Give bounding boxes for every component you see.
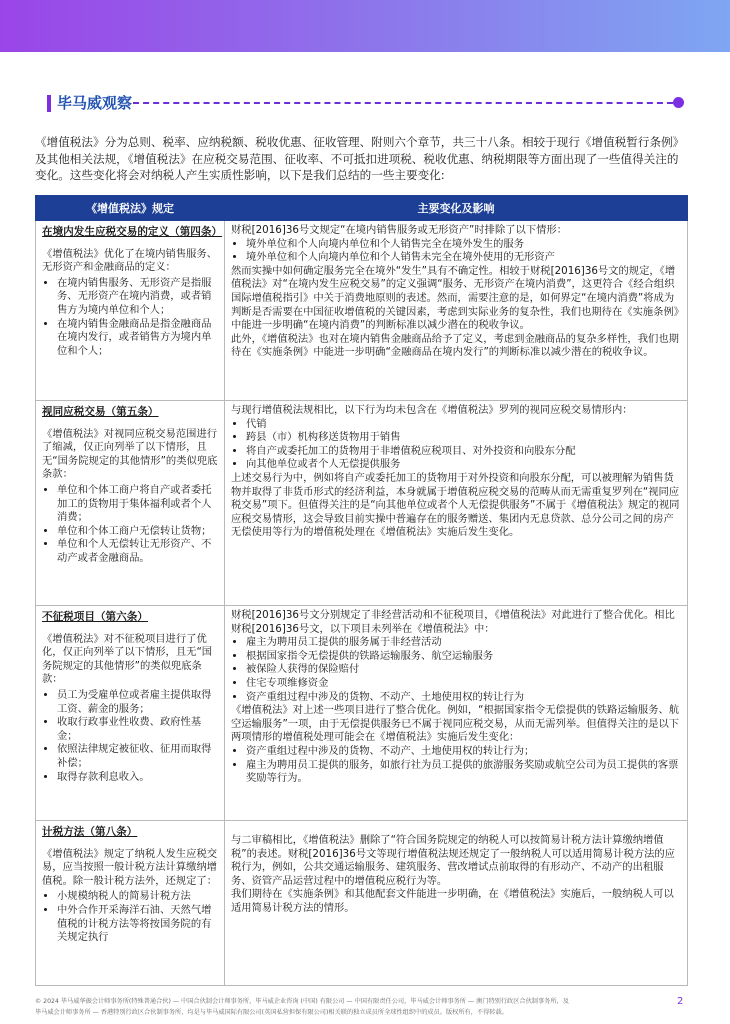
provision-list	[42, 484, 218, 566]
provision-list	[42, 689, 218, 784]
impact-list-2	[231, 745, 681, 786]
impact-list	[231, 636, 681, 704]
provision-intro: 《增值税法》规定了纳税人发生应税交易，应当按照一般计税方法计算缴纳增值税。除一般计税方法外，还规定了：	[42, 847, 218, 887]
impact-paragraph: 然而实操中如何确定服务完全在境外“发生”具有不确定性。相较于财税[2016]36号文的规定，《增值税法》对“在境内发生应税交易”的定义强调“服务、无形资产在境内消费”，这更符合《经合组织国际增值税指引》中关于消费地原则的表述。然而，需要注意的是，如何界定“在境内消费”将成为判断是否需要在中国征收增值税的关键因素，考虑到实际业务的复杂性，我们也期待在《实施条例》中能进一步明确“在境内消费”的判断标准以减少潜在的税收争议。	[231, 264, 679, 332]
impact-paragraph: 与二审稿相比，《增值税法》删除了“符合国务院规定的纳税人可以按简易计税方法计算缴纳增值税”的表述。财税[2016]36号文等现行增值税法规还规定了一般纳税人可以适用简易计税方法的应税行为，例如，公共交通运输服务、建筑服务、营改增试点前取得的有形动产、不动产的出租服务、资管产品运营过程中的增值税应税行为等。	[231, 834, 675, 887]
footer-disclaimer	[35, 996, 655, 1018]
table-row	[36, 821, 688, 986]
list-item: • 取得存款利息收入。	[57, 771, 218, 785]
top-gradient-bar	[0, 0, 730, 52]
impact-paragraph: 此外，《增值税法》也对在境内销售金融商品给予了定义，考虑到金融商品的复杂多样性，我们也期待在《实施条例》中能进一步明确“金融商品在境内发行”的判断标准以减少潜在的税收争议。	[231, 332, 679, 359]
impact-list	[231, 238, 681, 265]
dashed-divider	[133, 102, 673, 104]
impact-paragraph: 上述交易行为中，例如将自产或委托加工的货物用于对外投资和向股东分配，可以被理解为销售货物并取得了非货币形式的经济利益，本身就属于增值税应税交易的范畴从而无需重复罗列在“视同应税交易”项下。但值得关注的是“向其他单位或者个人无偿提供服务”不属于《增值税法》规定的视同应税交易情形，这会导致目前实操中普遍存在的服务赠送、集团内无息贷款、总分公司之间的房产无偿使用等行为的增值税处理在《增值税法》实施后发生变化。	[231, 471, 680, 539]
provision-cell	[36, 221, 225, 401]
impact-cell	[225, 821, 688, 986]
list-item: • 跨县（市）机构移送货物用于销售	[246, 431, 681, 445]
header-impact: 主要变化及影响	[225, 196, 688, 221]
table-row	[36, 606, 688, 821]
table-header-row	[36, 196, 688, 221]
article-title: 计税方法（第八条）	[42, 826, 138, 838]
list-item: • 代销	[246, 418, 681, 432]
provision-list	[42, 890, 218, 944]
provision-cell	[36, 821, 225, 986]
list-item: • 在境内销售金融商品是指金融商品在境内发行，或者销售方为境内单位和个人；	[57, 318, 218, 359]
divider-dot	[673, 97, 684, 108]
list-item: • 收取行政事业性收费、政府性基金；	[57, 716, 218, 743]
list-item: • 资产重组过程中涉及的货物、不动产、土地使用权的转让行为	[246, 691, 681, 705]
article-title: 不征税项目（第六条）	[42, 611, 148, 623]
impact-paragraph: 《增值税法》对上述一些项目进行了整合优化。例如，“根据国家指令无偿提供的铁路运输服务、航空运输服务”一项，由于无偿提供服务已不属于视同应税交易，从而无需列举。但值得关注的是以下两项情形的增值税处理可能会在《增值税法》实施后发生变化：	[231, 704, 680, 744]
provision-cell	[36, 606, 225, 821]
list-item: • 将自产或委托加工的货物用于非增值税应税项目、对外投资和向股东分配	[246, 445, 681, 459]
list-item: • 单位和个体工商户无偿转让货物；	[57, 525, 218, 539]
list-item: • 单位和个人无偿转让无形资产、不动产或者金融商品。	[57, 538, 218, 565]
list-item: • 根据国家指令无偿提供的铁路运输服务、航空运输服务	[246, 650, 681, 664]
list-item: • 中外合作开采海洋石油、天然气增值税的计税方法等将按国务院的有关规定执行	[57, 904, 218, 945]
table-row	[36, 401, 688, 606]
intro-paragraph: 《增值税法》分为总则、税率、应纳税额、税收优惠、征收管理、附则六个章节，共三十八条。相较于现行《增值税暂行条例》及其他相关法规，《增值税法》在应税交易范围、征收率、不可抵扣进项税、税收优惠、纳税期限等方面出现了一些值得关注的变化。这些变化将会对纳税人产生实质性影响，以下是我们总结的一些主要变化:	[35, 135, 685, 182]
provision-intro: 《增值税法》对视同应税交易范围进行了缩减，仅正向列举了以下情形，且无“国务院规定的其他情形”的类似兜底条款：	[42, 427, 218, 481]
article-title: 在境内发生应税交易的定义（第四条）	[42, 226, 223, 238]
provision-list	[42, 277, 218, 359]
list-item: • 境外单位和个人向境内单位和个人销售未完全在境外使用的无形资产	[246, 251, 681, 265]
impact-list	[231, 418, 681, 472]
provision-cell	[36, 401, 225, 606]
list-item: • 境外单位和个人向境内单位和个人销售完全在境外发生的服务	[246, 238, 681, 252]
page-number: 2	[677, 996, 684, 1007]
list-item: • 雇主为聘用员工提供的服务，如旅行社为员工提供的旅游服务奖励或航空公司为员工提供的客票奖励等行为。	[246, 759, 681, 786]
list-item: • 被保险人获得的保险赔付	[246, 663, 681, 677]
impact-paragraph: 我们期待在《实施条例》和其他配套文件能进一步明确，在《增值税法》实施后，一般纳税人可以适用简易计税方法的情形。	[231, 888, 674, 914]
list-item: • 在境内销售服务、无形资产是指服务、无形资产在境内消费，或者销售方为境内单位和个人；	[57, 277, 218, 318]
impact-paragraph: 与现行增值税法规相比，以下行为均未包含在《增值税法》罗列的视同应税交易情形内：	[231, 404, 633, 416]
section-title: 毕马威观察	[57, 94, 133, 112]
list-item: • 向其他单位或者个人无偿提供服务	[246, 458, 681, 472]
header-provision: 《增值税法》规定	[36, 196, 225, 221]
list-item: • 员工为受雇单位或者雇主提供取得工资、薪金的服务；	[57, 689, 218, 716]
footer-line: © 2024 毕马威华振会计师事务所(特殊普通合伙) — 中国合伙制会计师事务所，毕马威企业咨询 (中国) 有限公司 — 中国有限责任公司，毕马威会计师事务所 — 澳门特别行政区合伙制事务所，及	[35, 998, 569, 1005]
provision-intro: 《增值税法》优化了在境内销售服务、无形资产和金融商品的定义：	[42, 247, 218, 274]
impact-paragraph: 财税[2016]36号文规定“在境内销售服务或无形资产”时排除了以下情形：	[231, 224, 568, 236]
impact-cell	[225, 221, 688, 401]
footer-line: 毕马威会计师事务所 — 香港特别行政区合伙制事务所，均是与毕马威国际有限公司(英国私营担保有限公司)相关联的独立成员所全球性组织中的成员。版权所有，不得转载。	[35, 1009, 508, 1016]
section-header	[47, 93, 687, 115]
list-item: • 住宅专项维修资金	[246, 677, 681, 691]
list-item: • 雇主为聘用员工提供的服务属于非经营活动	[246, 636, 681, 650]
list-item: • 小规模纳税人的简易计税方法	[57, 890, 218, 904]
list-item: • 资产重组过程中涉及的货物、不动产、土地使用权的转让行为；	[246, 745, 681, 759]
impact-cell	[225, 401, 688, 606]
changes-table	[35, 195, 688, 986]
list-item: • 依照法律规定被征收、征用而取得补偿；	[57, 743, 218, 770]
article-title: 视同应税交易（第五条）	[42, 406, 159, 418]
table-row	[36, 221, 688, 401]
list-item: • 单位和个体工商户将自产或者委托加工的货物用于集体福利或者个人消费；	[57, 484, 218, 525]
impact-cell	[225, 606, 688, 821]
provision-intro: 《增值税法》对不征税项目进行了优化，仅正向列举了以下情形，且无“国务院规定的其他情形”的类似兜底条款：	[42, 632, 213, 686]
impact-paragraph: 财税[2016]36号文分别规定了非经营活动和不征税项目，《增值税法》对此进行了整合优化。相比财税[2016]36号文，以下项目未列举在《增值税法》中：	[231, 609, 675, 635]
title-accent-bar	[47, 95, 51, 112]
